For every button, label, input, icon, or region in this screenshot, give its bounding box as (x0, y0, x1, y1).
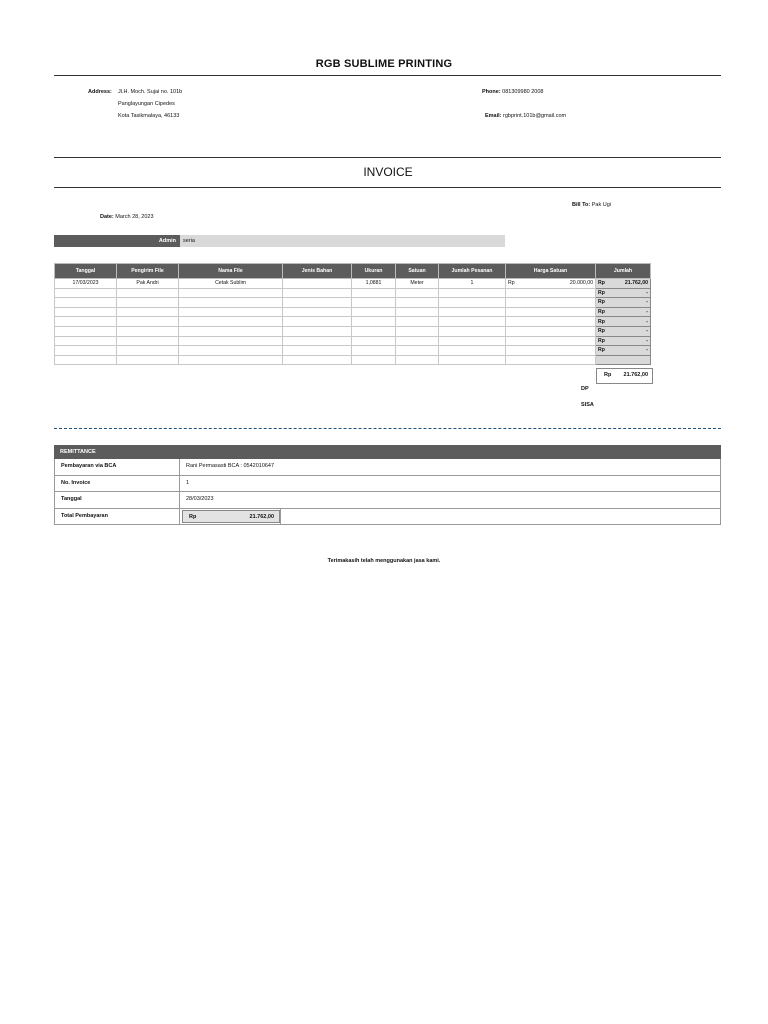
email-label: Email: (485, 113, 502, 119)
table-row (55, 346, 651, 356)
sisa-label: SISA (581, 402, 594, 408)
col-pengirim-file: Pengirim File (117, 264, 179, 279)
jumlah-value: - (646, 337, 648, 344)
cell-jumlah (596, 326, 651, 336)
address-line-1: Jl.H. Moch. Sujai no. 101b (118, 89, 183, 95)
dp-label: DP (581, 386, 589, 392)
invoice-no-label: No. Invoice (55, 476, 180, 492)
grand-total-value: 21.762,00 (623, 372, 648, 378)
remittance-row-payment (54, 459, 721, 476)
harga-currency: Rp (508, 280, 515, 287)
cell-harga (506, 279, 596, 289)
cell-jumlah (596, 355, 651, 365)
cell-jumlah (596, 336, 651, 346)
remit-date-label: Tanggal (55, 492, 180, 508)
col-satuan: Satuan (396, 264, 439, 279)
cell-jenis (283, 279, 352, 289)
email-value: rgbprint.101b@gmail.com (503, 113, 567, 119)
invoice-divider-bottom (54, 187, 721, 188)
jumlah-currency: Rp (598, 347, 605, 354)
cell-jumlah (596, 317, 651, 327)
table-row (55, 317, 651, 327)
address-line-2: Panglayungan Cipedes (118, 101, 175, 107)
invoice-date (100, 214, 154, 220)
table-row (55, 298, 651, 308)
col-jenis-bahan: Jenis Bahan (283, 264, 352, 279)
phone-label: Phone: (482, 89, 501, 95)
jumlah-value: - (646, 289, 648, 296)
cell-jumlah (596, 279, 651, 289)
date-label: Date: (100, 214, 114, 220)
cell-jumlah (596, 346, 651, 356)
col-jumlah-pesanan: Jumlah Pesanan (439, 264, 506, 279)
total-payment-currency: Rp (189, 513, 197, 520)
remit-date-value: 28/03/2023 (186, 496, 214, 502)
cell-pengirim: Pak Andri (117, 279, 179, 289)
remittance-row-date (54, 492, 721, 509)
invoice-title: INVOICE (363, 165, 413, 179)
phone-value: 081309980 2008 (502, 89, 544, 95)
cell-jumlah (596, 298, 651, 308)
payment-label: Pembayaran via BCA (55, 459, 180, 475)
admin-value: seria (180, 235, 505, 247)
bill-to (572, 202, 611, 208)
remittance-row-total (54, 509, 721, 526)
jumlah-value: - (646, 328, 648, 335)
table-row (55, 326, 651, 336)
col-ukuran: Ukuran (352, 264, 396, 279)
jumlah-currency: Rp (598, 318, 605, 325)
total-payment-spacer (280, 509, 720, 525)
payment-value: Rani Permasasti BCA : 0542010647 (186, 463, 275, 469)
invoice-divider-top (54, 157, 721, 158)
address-block (88, 89, 112, 95)
jumlah-value: - (646, 309, 648, 316)
admin-bar (54, 235, 505, 247)
header-divider (54, 75, 721, 76)
date-value: March 28, 2023 (115, 214, 154, 220)
grand-total-box (596, 368, 653, 384)
phone-block (482, 89, 543, 95)
jumlah-value: - (646, 347, 648, 354)
cell-ukuran: 1,0881 (352, 279, 396, 289)
jumlah-value: - (646, 299, 648, 306)
table-row (55, 307, 651, 317)
col-jumlah: Jumlah (596, 264, 651, 279)
table-row (55, 336, 651, 346)
cell-jumlah-pesanan: 1 (439, 279, 506, 289)
email-block (485, 113, 566, 119)
total-payment-box (182, 510, 280, 524)
dashed-separator (54, 428, 721, 429)
bill-to-label: Bill To: (572, 202, 591, 208)
remittance-title: REMITTANCE (54, 445, 721, 459)
table-header-row (55, 264, 651, 279)
remittance-section (54, 445, 721, 525)
jumlah-currency: Rp (598, 280, 605, 287)
jumlah-value: - (646, 318, 648, 325)
jumlah-currency: Rp (598, 309, 605, 316)
jumlah-currency: Rp (598, 299, 605, 306)
col-nama-file: Nama File (179, 264, 283, 279)
col-harga-satuan: Harga Satuan (506, 264, 596, 279)
remittance-row-invoice (54, 476, 721, 493)
cell-jumlah (596, 288, 651, 298)
jumlah-value: 21.762,00 (624, 280, 648, 287)
jumlah-currency: Rp (598, 337, 605, 344)
cell-satuan: Meter (396, 279, 439, 289)
address-line-3: Kota Tasikmalaya, 46133 (118, 113, 180, 119)
invoice-no-value: 1 (186, 479, 190, 486)
harga-value: 20.000,00 (569, 280, 593, 287)
total-payment-value: 21.762,00 (249, 513, 274, 520)
cell-jumlah (596, 307, 651, 317)
admin-label: Admin (54, 235, 180, 247)
cell-tanggal: 17/03/2023 (55, 279, 117, 289)
bill-to-value: Pak Ugi (591, 202, 612, 208)
jumlah-currency: Rp (598, 289, 605, 296)
items-table (54, 263, 651, 365)
grand-total-currency: Rp (604, 372, 612, 378)
table-row (55, 279, 651, 289)
address-label: Address: (88, 89, 112, 95)
total-payment-label: Total Pembayaran (55, 509, 180, 525)
company-name: RGB SUBLIME PRINTING (315, 58, 453, 70)
jumlah-currency: Rp (598, 328, 605, 335)
thank-you-note: Terimakasih telah menggunakan jasa kami. (327, 558, 441, 564)
table-row (55, 355, 651, 365)
cell-nama-file: Cetak Sublim (179, 279, 283, 289)
col-tanggal: Tanggal (55, 264, 117, 279)
table-row (55, 288, 651, 298)
